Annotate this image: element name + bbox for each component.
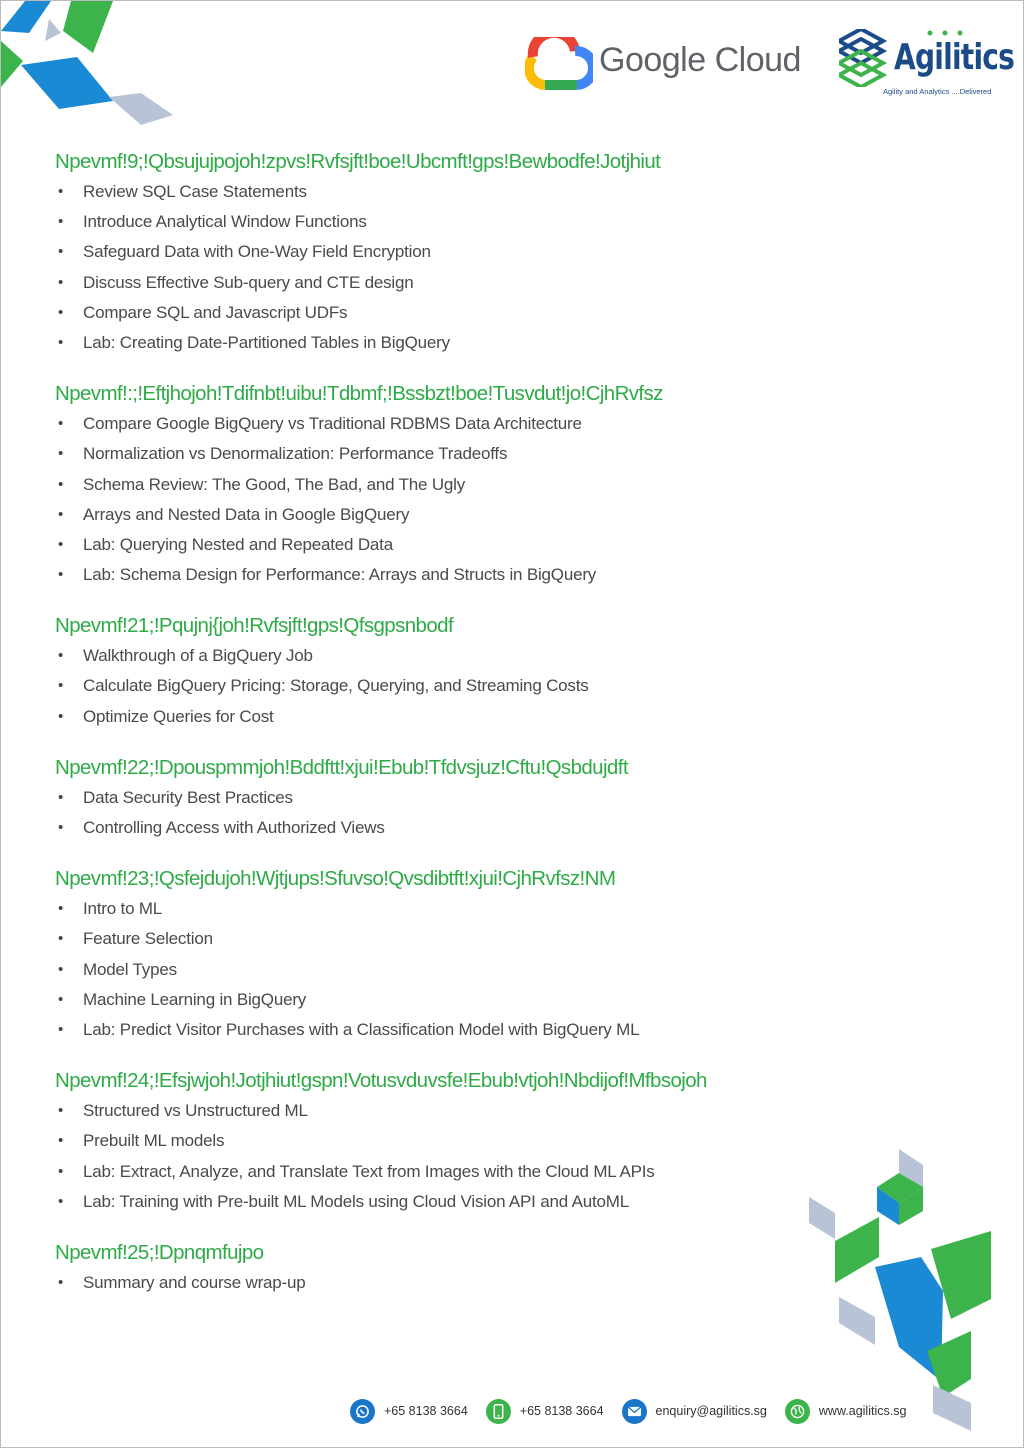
topic-list-item: • Review SQL Case Statements: [55, 177, 985, 207]
topic-list-item: • Lab: Predict Visitor Purchases with a Classification Model with BigQuery ML: [55, 1015, 985, 1045]
website-contact[interactable]: [785, 1399, 907, 1424]
topic-list-item: • Machine Learning in BigQuery: [55, 985, 985, 1015]
topic-list-item: • Summary and course wrap-up: [55, 1268, 985, 1298]
module-section: [55, 1066, 985, 1217]
module-topic-list: [55, 177, 985, 358]
topic-list-item: • Lab: Training with Pre-built ML Models using Cloud Vision API and AutoML: [55, 1187, 985, 1217]
module-topic-list: [55, 894, 985, 1045]
phone-contact[interactable]: [486, 1399, 604, 1424]
envelope-icon: [622, 1399, 647, 1424]
topic-list-item: • Compare SQL and Javascript UDFs: [55, 298, 985, 328]
google-cloud-wordmark: Google Cloud: [599, 41, 801, 79]
google-cloud-logo-icon: [525, 37, 593, 91]
module-section: [55, 611, 985, 732]
agilitics-logo-icon: [839, 29, 889, 87]
topic-list-item: • Data Security Best Practices: [55, 783, 985, 813]
topic-list-item: • Safeguard Data with One-Way Field Encryption: [55, 237, 985, 267]
module-title: Npevmf!22;!Dpouspmmjoh!Bddftt!xjui!Ebub!Tfdvsjuz!Cftu!Qsbdujdft: [55, 755, 628, 779]
module-topic-list: [55, 783, 985, 843]
module-title: Npevmf!21;!Pqujnj{joh!Rvfsjft!gps!Qfsgpsnbodf: [55, 614, 454, 638]
topic-list-item: • Feature Selection: [55, 924, 985, 954]
topic-list-item: • Lab: Creating Date-Partitioned Tables in BigQuery: [55, 328, 985, 358]
module-section: [55, 147, 985, 358]
module-topic-list: [55, 1268, 985, 1298]
topic-list-item: • Prebuilt ML models: [55, 1126, 985, 1156]
module-section: [55, 753, 985, 843]
agilitics-tagline: Agility and Analytics ....Delivered: [883, 87, 992, 96]
topic-list-item: • Controlling Access with Authorized Views: [55, 813, 985, 843]
topic-list-item: • Schema Review: The Good, The Bad, and The Ugly: [55, 470, 985, 500]
topic-list-item: • Intro to ML: [55, 894, 985, 924]
topic-list-item: • Lab: Querying Nested and Repeated Data: [55, 530, 985, 560]
module-topic-list: [55, 1096, 985, 1217]
topic-list-item: • Lab: Schema Design for Performance: Arrays and Structs in BigQuery: [55, 560, 985, 590]
topic-list-item: • Structured vs Unstructured ML: [55, 1096, 985, 1126]
topic-list-item: • Lab: Extract, Analyze, and Translate Text from Images with the Cloud ML APIs: [55, 1157, 985, 1187]
module-topic-list: [55, 409, 985, 590]
decorative-cubes-top-left: [1, 1, 181, 131]
topic-list-item: • Arrays and Nested Data in Google BigQuery: [55, 500, 985, 530]
module-section: [55, 379, 985, 590]
topic-list-item: • Optimize Queries for Cost: [55, 702, 985, 732]
mobile-phone-icon: [486, 1399, 511, 1424]
topic-list-item: • Compare Google BigQuery vs Traditional RDBMS Data Architecture: [55, 409, 985, 439]
topic-list-item: • Model Types: [55, 955, 985, 985]
website-url: www.agilitics.sg: [818, 1404, 907, 1418]
contact-footer: [350, 1397, 924, 1425]
topic-list-item: • Normalization vs Denormalization: Performance Tradeoffs: [55, 439, 985, 469]
topic-list-item: • Walkthrough of a BigQuery Job: [55, 641, 985, 671]
email-contact[interactable]: [622, 1399, 767, 1424]
agilitics-dots-icon: [926, 29, 966, 37]
module-title: Npevmf!25;!Dpnqmfujpo: [55, 1240, 264, 1264]
topic-list-item: • Introduce Analytical Window Functions: [55, 207, 985, 237]
module-title: Npevmf!24;!Efsjwjoh!Jotjhiut!gspn!Votusvduvsfe!Ebub!vtjoh!Nbdijof!Mfbsojoh: [55, 1069, 707, 1093]
module-topic-list: [55, 641, 985, 732]
whatsapp-icon: [350, 1399, 375, 1424]
topic-list-item: • Calculate BigQuery Pricing: Storage, Querying, and Streaming Costs: [55, 671, 985, 701]
module-title: Npevmf!23;!Qsfejdujoh!Wjtjups!Sfuvso!Qvsdibtft!xjui!CjhRvfsz!NM: [55, 867, 616, 891]
whatsapp-number: +65 8138 3664: [384, 1404, 468, 1418]
module-section: [55, 864, 985, 1045]
course-outline: [55, 147, 985, 1319]
email-address: enquiry@agilitics.sg: [655, 1404, 767, 1418]
whatsapp-contact[interactable]: [350, 1399, 468, 1424]
globe-icon: [785, 1399, 810, 1424]
module-section: [55, 1238, 985, 1298]
agilitics-wordmark: Agilitics: [894, 37, 1015, 78]
module-title: Npevmf!:;!Eftjhojoh!Tdifnbt!uibu!Tdbmf;!Bssbzt!boe!Tusvdut!jo!CjhRvfsz: [55, 382, 663, 406]
phone-number: +65 8138 3664: [519, 1404, 604, 1418]
module-title: Npevmf!9;!Qbsujujpojoh!zpvs!Rvfsjft!boe!Ubcmft!gps!Bewbodfe!Jotjhiut: [55, 150, 661, 173]
topic-list-item: • Discuss Effective Sub-query and CTE design: [55, 268, 985, 298]
